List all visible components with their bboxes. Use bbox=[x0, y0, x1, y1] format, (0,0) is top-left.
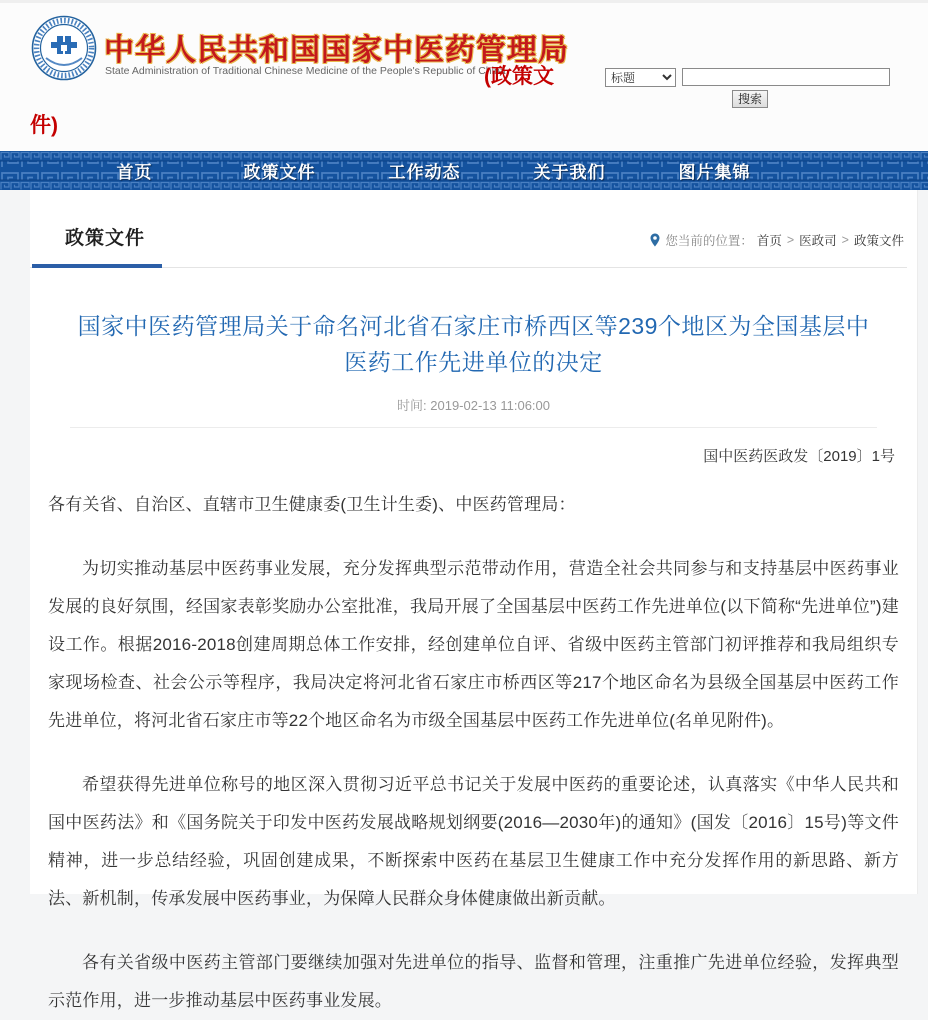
article-salutation: 各有关省、自治区、直辖市卫生健康委(卫生计生委)、中医药管理局： bbox=[48, 495, 576, 514]
search-button[interactable]: 搜索 bbox=[732, 90, 768, 108]
article-title: 国家中医药管理局关于命名河北省石家庄市桥西区等239个地区为全国基层中医药工作先进单位的决定 bbox=[77, 313, 870, 375]
article-divider bbox=[70, 427, 877, 428]
breadcrumb bbox=[649, 231, 904, 249]
location-pin-icon bbox=[649, 233, 661, 247]
breadcrumb-medical-admin[interactable]: 医政司 bbox=[799, 234, 837, 248]
breadcrumb-policy-documents[interactable]: 政策文件 bbox=[853, 234, 904, 248]
nav-item-work-updates[interactable]: 工作动态 bbox=[388, 163, 461, 182]
site-header bbox=[0, 0, 928, 151]
document-number: 国中医药医政发〔2019〕1号 bbox=[703, 448, 895, 465]
timestamp-label: 时间: bbox=[397, 398, 427, 413]
nav-item-about-us[interactable]: 关于我们 bbox=[533, 163, 606, 182]
breadcrumb-separator: > bbox=[786, 233, 795, 247]
content-card bbox=[30, 190, 918, 1010]
main-nav bbox=[0, 151, 928, 190]
site-title: 中华人民共和国国家中医药管理局 bbox=[104, 34, 569, 67]
section-suffix-line2: 件) bbox=[30, 114, 58, 137]
article-paragraph: 希望获得先进单位称号的地区深入贯彻习近平总书记关于发展中医药的重要论述，认真落实《中华人民共和国中医药法》和《国务院关于印发中医药发展战略规划纲要(2016—2030年)的通知》(国发〔2016〕15号)等文件精神，进一步总结经验，巩固创建成果，不断探索中医药在基层卫生健康工作中充分发挥作用的新思路、新方法、新机制，传承发展中医药事业，为保障人民群众身体健康做出新贡献。 bbox=[48, 775, 899, 908]
article-timestamp bbox=[48, 395, 899, 414]
section-suffix-line1: (政策文 bbox=[484, 65, 554, 88]
article bbox=[30, 268, 917, 1020]
breadcrumb-separator: > bbox=[841, 233, 849, 247]
article-paragraph: 各有关省级中医药主管部门要继续加强对先进单位的指导、监督和管理，注重推广先进单位经验，发挥典型示范作用，进一步推动基层中医药事业发展。 bbox=[48, 953, 899, 1010]
site-subtitle-en: State Administration of Traditional Chinese Medicine of the People's Republic of China bbox=[105, 65, 506, 77]
nav-item-photo-gallery[interactable]: 图片集锦 bbox=[678, 163, 751, 182]
article-paragraph: 为切实推动基层中医药事业发展，充分发挥典型示范带动作用，营造全社会共同参与和支持基层中医药事业发展的良好氛围，经国家表彰奖励办公室批准，我局开展了全国基层中医药工作先进单位(以下简称“先进单位”)建设工作。根据2016-2018创建周期总体工作安排，经创建单位自评、省级中医药主管部门初评推荐和我局组织专家现场检查、社会公示等程序，我局决定将河北省石家庄市桥西区等217个地区命名为县级全国基层中医药工作先进单位，将河北省石家庄市等22个地区命名为市级全国基层中医药工作先进单位(名单见附件)。 bbox=[48, 559, 899, 730]
breadcrumb-prefix: 您当前的位置： bbox=[665, 234, 753, 248]
search-input[interactable] bbox=[682, 68, 890, 86]
site-logo-icon[interactable] bbox=[30, 14, 98, 82]
breadcrumb-home[interactable]: 首页 bbox=[756, 234, 782, 248]
tab-policy-documents[interactable]: 政策文件 bbox=[65, 228, 146, 249]
search-field-select[interactable] bbox=[605, 68, 676, 87]
article-body bbox=[48, 486, 899, 1020]
nav-item-home[interactable]: 首页 bbox=[116, 163, 153, 182]
nav-item-policy-documents[interactable]: 政策文件 bbox=[243, 163, 316, 182]
nav-items bbox=[62, 151, 787, 190]
timestamp-value: 2019-02-13 11:06:00 bbox=[430, 398, 550, 413]
